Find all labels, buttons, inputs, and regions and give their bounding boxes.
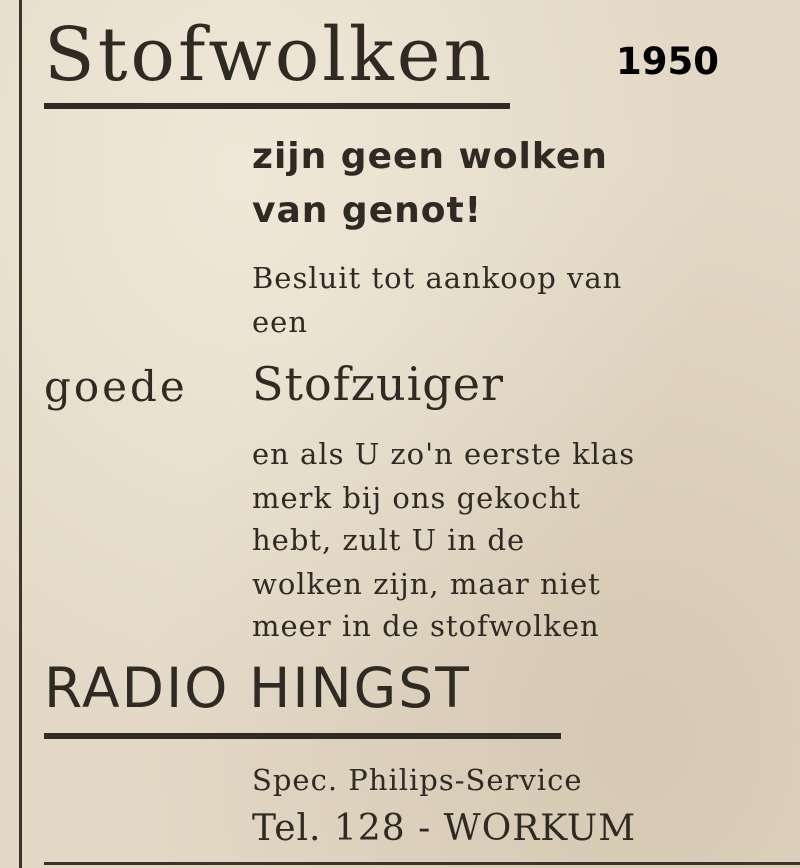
subtitle-line-2: van genot! — [252, 190, 483, 231]
body-line: merk bij ons gekocht — [252, 481, 581, 515]
service-line: Spec. Philips-Service — [252, 763, 583, 797]
product-name: Stofzuiger — [252, 357, 504, 411]
body-line: en als U zo'n eerste klas — [252, 437, 636, 471]
company-underline-rule — [44, 733, 561, 739]
body-line: meer in de stofwolken — [252, 609, 600, 643]
company-name: RADIO HINGST — [44, 656, 471, 720]
ad-title: Stofwolken — [44, 12, 495, 98]
goede-word: goede — [44, 362, 188, 411]
body-line: hebt, zult U in de — [252, 523, 526, 557]
left-border-rule — [19, 0, 22, 868]
intro-line-1: Besluit tot aankoop van — [252, 261, 623, 295]
bottom-border-rule — [44, 862, 800, 865]
body-line: wolken zijn, maar niet — [252, 567, 601, 601]
title-underline-rule — [44, 103, 510, 109]
contact-line: Tel. 128 - WORKUM — [252, 808, 637, 849]
intro-line-2: een — [252, 305, 309, 339]
year-label: 1950 — [616, 40, 719, 83]
subtitle-line-1: zijn geen wolken — [252, 136, 608, 177]
